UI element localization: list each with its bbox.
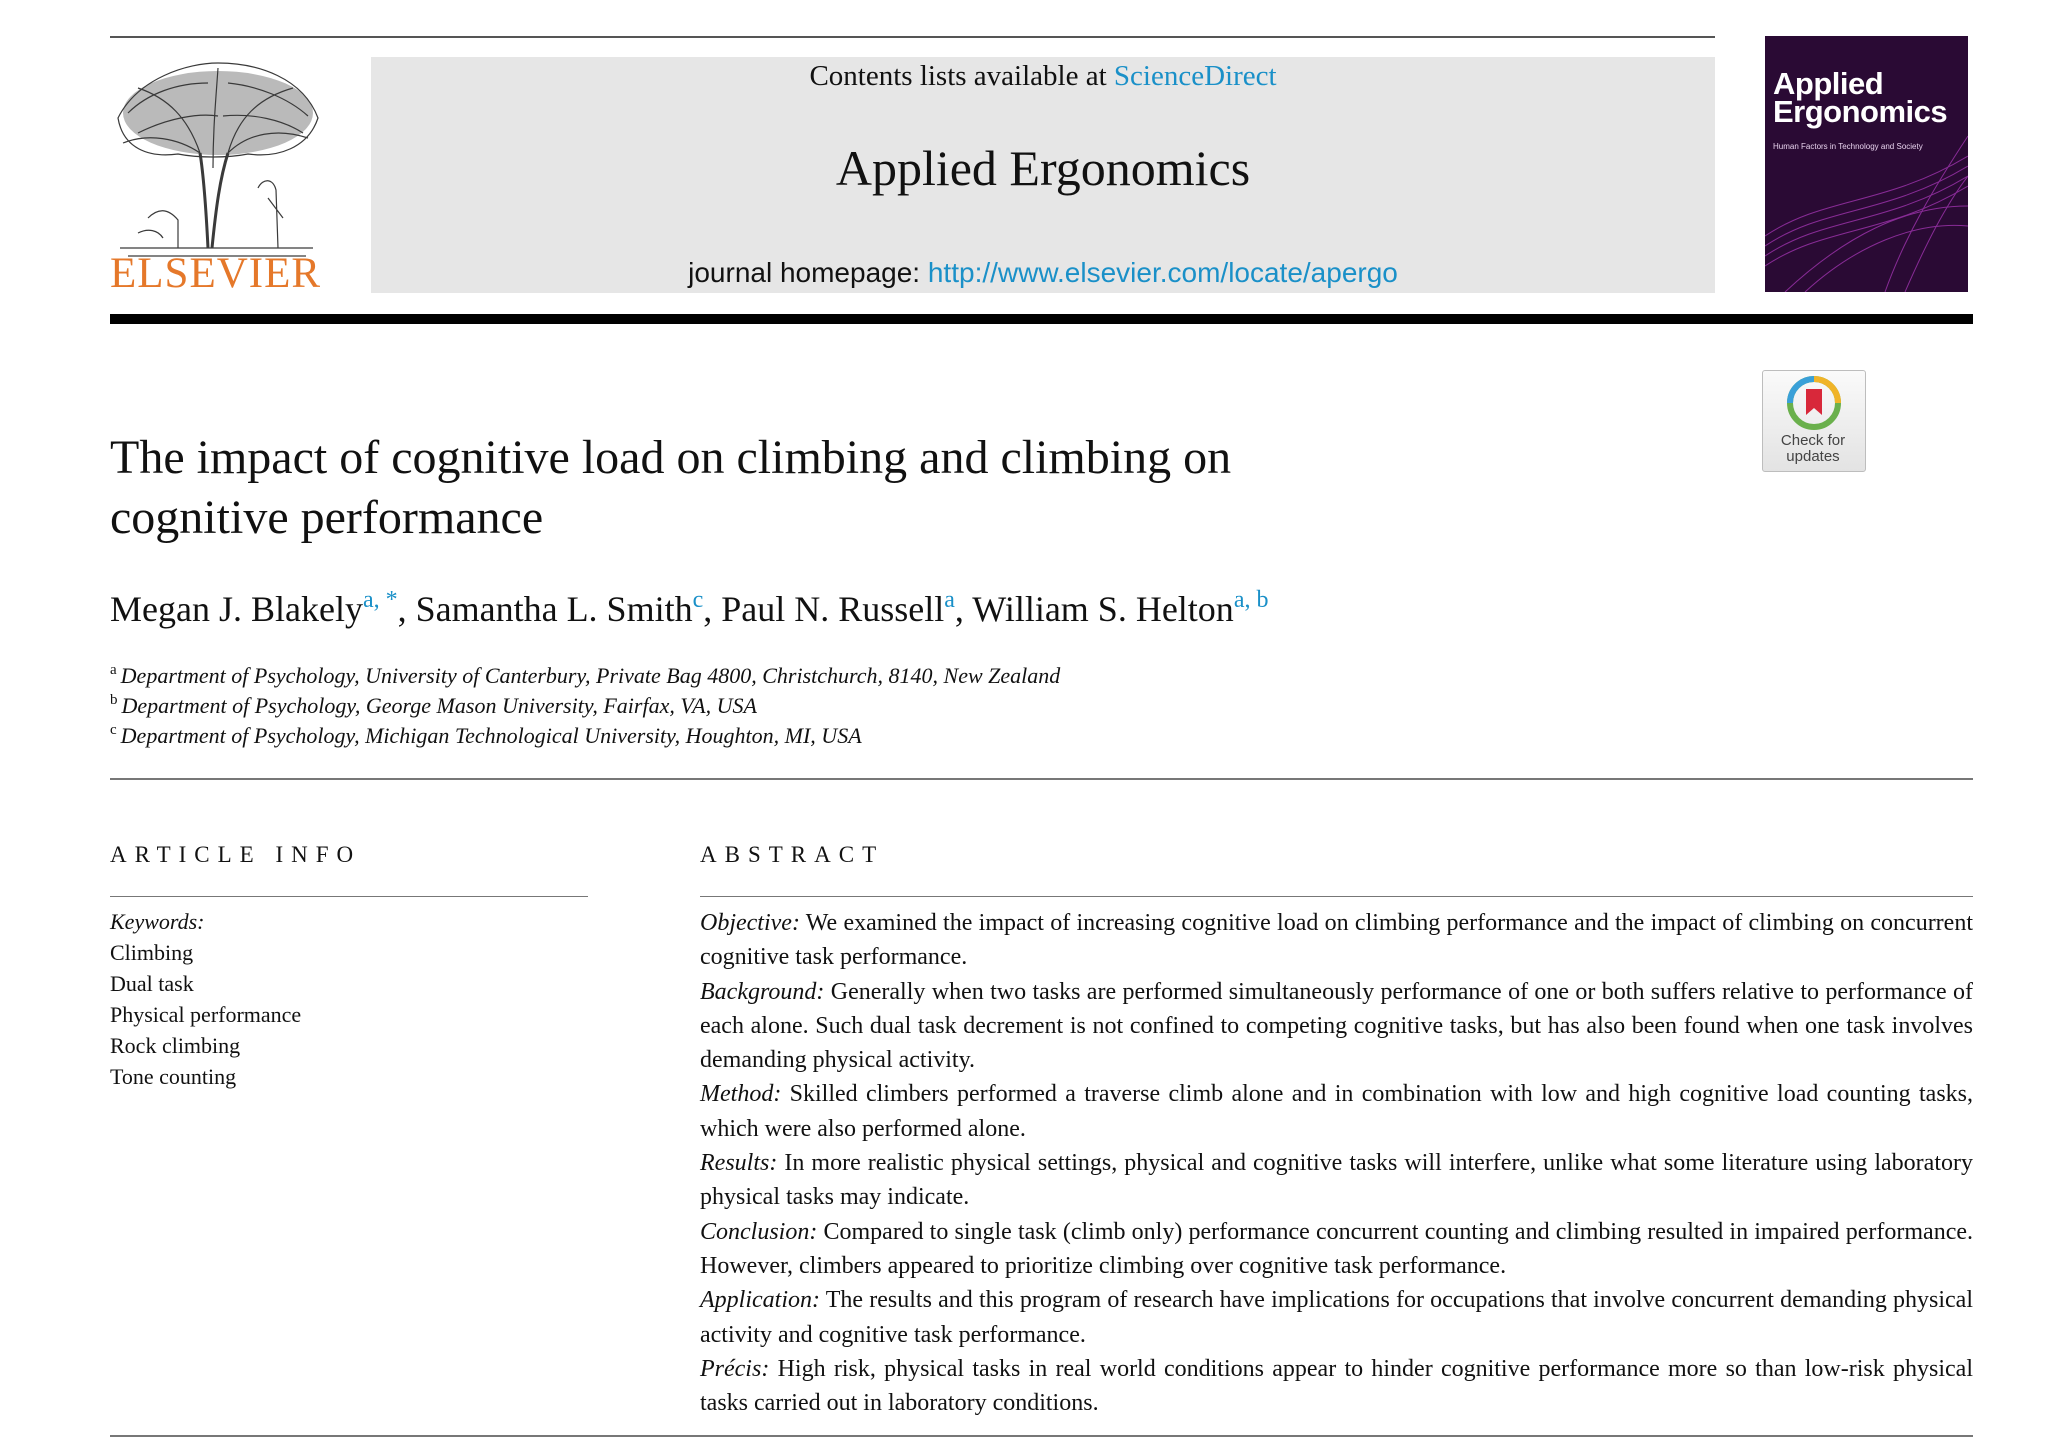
affiliation-mark: b (110, 692, 118, 708)
affiliation-text: Department of Psychology, Michigan Technological University, Houghton, MI, USA (120, 723, 862, 748)
abstract-method (700, 1077, 1973, 1146)
author-list: Megan J. Blakely$^{a, *}$, Samantha L. Smith$^c$, Paul N. Russell$^a$, William S. Helton$^{a, b}$ (110, 587, 1269, 629)
author-affiliation-mark[interactable]: a (944, 587, 955, 613)
title-line2: cognitive performance (110, 491, 544, 544)
cover-subtitle: Human Factors in Technology and Society (1773, 142, 1923, 151)
keyword-item: Dual task (110, 971, 194, 996)
affiliation-mark: c (110, 722, 117, 738)
abstract-conclusion (700, 1215, 1973, 1284)
abstract-objective (700, 906, 1973, 975)
abstract-divider (110, 1435, 1973, 1437)
article-info-heading: ARTICLE INFO (110, 842, 362, 867)
sciencedirect-link[interactable]: ScienceDirect (1113, 60, 1277, 92)
homepage-link[interactable]: http://www.elsevier.com/locate/apergo (927, 257, 1398, 288)
author-name[interactable]: William S. Helton (972, 589, 1234, 629)
publisher-wordmark: ELSEVIER (110, 250, 322, 297)
section-label: Application: (700, 1287, 820, 1314)
article-title (110, 428, 1610, 548)
affiliation-text: Department of Psychology, University of Canterbury, Private Bag 4800, Christchurch, 8140, New Zealand (120, 663, 1061, 688)
check-for-updates-label (1762, 433, 1864, 465)
section-label: Results: (700, 1150, 778, 1177)
bookmark-icon (1763, 371, 1865, 431)
keyword-item: Climbing (110, 940, 194, 965)
author-name[interactable]: Megan J. Blakely (110, 589, 363, 629)
cover-title (1773, 66, 1968, 129)
section-text: Generally when two tasks are performed simultaneously performance of one or both suffers relative to performance of each alone. Such dual task decrement is not confined to competing cognitive tasks, but has also been found when one task involves demanding physical activity. (700, 978, 1973, 1074)
homepage-line (371, 255, 1715, 291)
title-line1: The impact of cognitive load on climbing and climbing on (110, 431, 1232, 484)
section-label: Method: (700, 1081, 782, 1108)
author-affiliation-mark[interactable]: c (692, 587, 704, 613)
keyword-item: Rock climbing (110, 1033, 241, 1058)
affiliation-mark: a (110, 662, 117, 678)
affiliations-divider (110, 778, 1973, 780)
keyword-item: Physical performance (110, 1002, 302, 1027)
affiliation-text: Department of Psychology, George Mason University, Fairfax, VA, USA (121, 693, 757, 718)
cover-title-line2: Ergonomics (1773, 94, 1948, 129)
journal-title: Applied Ergonomics (835, 140, 1251, 196)
abstract-rule (700, 896, 1973, 897)
author-name[interactable]: Samantha L. Smith (415, 589, 693, 629)
author-affiliation-mark[interactable]: a, * (362, 587, 398, 613)
abstract-application (700, 1283, 1973, 1352)
header-divider (110, 314, 1973, 324)
abstract-body (700, 906, 1973, 1420)
abstract-background (700, 975, 1973, 1078)
section-label: Background: (700, 978, 825, 1005)
section-text: The results and this program of research have implications for occupations that involve concurrent demanding physical activity and cognitive task performance. (700, 1287, 1973, 1348)
contents-line (371, 58, 1715, 94)
keywords-block (110, 906, 590, 1092)
section-text: Compared to single task (climb only) performance concurrent counting and climbing resulted in impaired performance. However, climbers appeared to prioritize climbing over cognitive task performance. (700, 1218, 1973, 1279)
section-text: In more realistic physical settings, physical and cognitive tasks will interfere, unlike what some literature using laboratory physical tasks may indicate. (700, 1150, 1973, 1211)
section-label: Conclusion: (700, 1218, 818, 1245)
section-text: High risk, physical tasks in real world conditions appear to hinder cognitive performance more so than low-risk physical tasks carried out in laboratory conditions. (700, 1355, 1973, 1417)
article-info-rule (110, 896, 588, 897)
keywords-label: Keywords: (110, 909, 205, 934)
contents-prefix: Contents lists available at (809, 60, 1114, 92)
section-label: Précis: (700, 1355, 770, 1382)
abstract-precis (700, 1352, 1973, 1421)
homepage-prefix: journal homepage: (688, 257, 928, 288)
affiliation-a (110, 661, 1610, 691)
abstract-heading: ABSTRACT (700, 842, 885, 867)
cover-title-line1: Applied (1773, 66, 1884, 101)
section-label: Objective: (700, 910, 800, 936)
top-rule (110, 36, 1715, 38)
keyword-item: Tone counting (110, 1064, 237, 1089)
check-line2: updates (1786, 448, 1840, 465)
author-affiliation-mark[interactable]: a, b (1233, 587, 1269, 613)
abstract-results (700, 1146, 1973, 1215)
check-line1: Check for (1780, 432, 1846, 449)
section-text: Skilled climbers performed a traverse climb alone and in combination with low and high cognitive load counting tasks, which were also performed alone. (700, 1081, 1973, 1142)
section-text: We examined the impact of increasing cognitive load on climbing performance and the impact of climbing on concurrent cognitive task performance. (700, 910, 1973, 971)
author-name[interactable]: Paul N. Russell (721, 589, 945, 629)
affiliation-c (110, 721, 1610, 751)
affiliation-b (110, 691, 1610, 721)
